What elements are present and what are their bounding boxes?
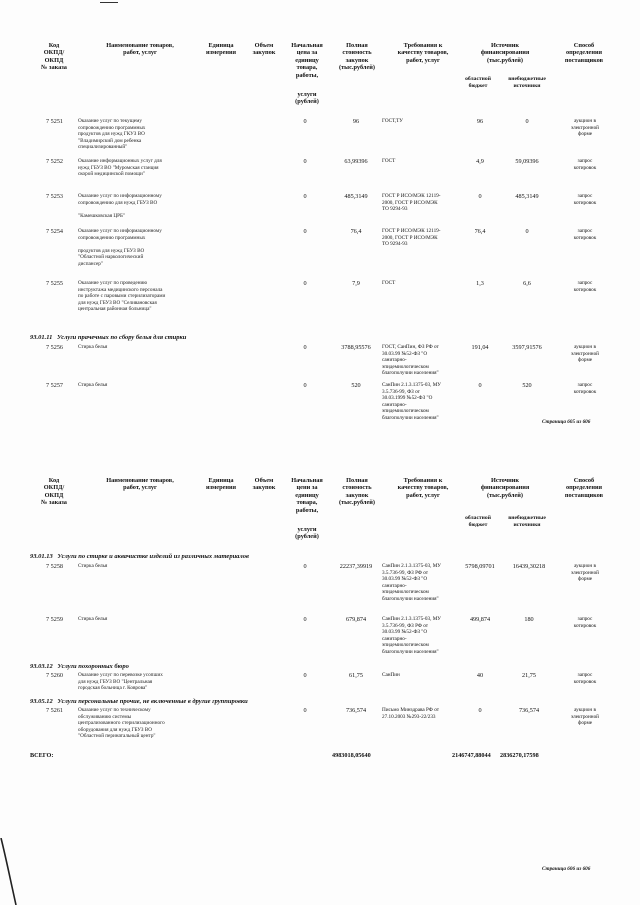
row-offbudget: 520 xyxy=(522,382,532,389)
row-req-l1: ГОСТ xyxy=(382,158,396,164)
row-req-l1: СанПин 2.1.3.1375-03, МУ xyxy=(382,563,441,569)
row-name-l3: городская больница г. Коврова" xyxy=(78,685,148,692)
row-req-l2: 3.5.736-99, ФЗ от xyxy=(382,388,420,395)
row-name-l1: Оказание услуг по проведению xyxy=(78,280,148,286)
row-method-l2: электронной xyxy=(571,713,599,720)
row-method-l3: форме xyxy=(577,131,593,138)
row-method-l2: котировок xyxy=(573,286,597,293)
row-offbudget: 0 xyxy=(525,118,529,125)
header-unit-l2: измерения xyxy=(205,49,237,57)
header-price-l2: цени за xyxy=(296,484,318,492)
row-volume: 0 xyxy=(303,672,307,679)
row-code: 7 5254 xyxy=(46,228,64,235)
row-req-l2: 3.5.736-99, ФЗ РФ от xyxy=(382,569,429,576)
header-price-l4: товара, xyxy=(296,499,318,507)
row-volume: 0 xyxy=(303,280,307,287)
header-code-l2: ОКПД/ xyxy=(43,484,65,492)
row-name xyxy=(78,563,248,570)
row-method xyxy=(556,280,614,293)
header-src-regional xyxy=(456,76,500,90)
row-name-l4: продуктов для нужд ГБУЗ ВО xyxy=(78,247,145,254)
row-req-l6: благополучии населения" xyxy=(382,414,439,421)
header-cost-l1: Полная xyxy=(346,477,368,484)
header-src xyxy=(456,477,554,499)
header-code-l4: № заказа xyxy=(41,64,67,72)
header-price-l6: услуги xyxy=(297,526,317,534)
row-req-l2: 2000, ГОСТ Р ИСО/МЭК xyxy=(382,234,438,241)
header-cost-l4: (тыс.рублей) xyxy=(338,64,375,72)
row-regional: 40 xyxy=(476,672,484,679)
row-method xyxy=(556,616,614,629)
header-code xyxy=(28,42,80,72)
header-name xyxy=(88,42,192,57)
row-method xyxy=(556,672,614,685)
row-req-l1: ГОСТ Р ИСО/МЭК 12119- xyxy=(382,228,441,234)
row-name-l2: сопровождению программных xyxy=(78,124,146,131)
header-req xyxy=(386,477,460,499)
row-name-l4: "Камешковская ЦРБ" xyxy=(78,212,126,219)
row-offbudget: 3597,91576 xyxy=(512,344,542,351)
row-method-l2: электронной xyxy=(571,124,599,131)
row-req-l2: 3.5.736-99, ФЗ РФ от xyxy=(382,622,429,629)
row-name-l5: "Областной наркологический xyxy=(78,254,144,261)
row-req xyxy=(382,118,462,125)
header-cost-l4: (тыс.рублей) xyxy=(338,499,375,507)
section-header xyxy=(30,663,129,670)
section-header xyxy=(30,698,248,705)
header-code-l3: ОКПД xyxy=(44,491,64,499)
section-code: 93.01.11 xyxy=(30,334,53,341)
header-method xyxy=(554,42,614,64)
row-name xyxy=(78,382,248,389)
row-req-l4: санитарно- xyxy=(382,401,407,408)
row-req-l3: 30.03.99 №52-ФЗ "О xyxy=(382,576,428,583)
row-method-l1: запрос xyxy=(577,280,593,286)
header-price xyxy=(284,42,330,106)
row-name xyxy=(78,228,248,268)
row-method xyxy=(556,228,614,241)
row-method-l2: электронной xyxy=(571,350,599,357)
row-name-l1: Стирка белья xyxy=(78,344,108,350)
row-name-l4: "Владимирский дом ребенка xyxy=(78,137,142,144)
row-regional: 191,04 xyxy=(471,344,489,351)
row-code: 7 5255 xyxy=(46,280,64,287)
row-cost: 63,99396 xyxy=(344,158,368,165)
row-method-l3: форме xyxy=(577,576,593,583)
row-req-l4: эпидемиологическом xyxy=(382,363,429,370)
row-name-l3: централизованного стерилизационного xyxy=(78,720,165,727)
header-method xyxy=(554,477,614,499)
row-code: 7 5257 xyxy=(46,382,64,389)
row-name-l1: Оказание информационных услуг для xyxy=(78,158,162,164)
row-method-l1: аукцион в xyxy=(574,118,596,124)
row-method-l2: котировок xyxy=(573,234,597,241)
header-code-l1: Код xyxy=(48,42,60,49)
row-offbudget: 485,3149 xyxy=(515,193,539,200)
row-regional: 0 xyxy=(478,382,482,389)
header-req-l2: качеству товаров, xyxy=(397,49,449,57)
row-cost: 22237,39919 xyxy=(339,563,373,570)
row-name-l2: сопровождению программных xyxy=(78,234,146,241)
header-price-l5: работы, xyxy=(295,506,319,514)
total-cost: 4983018,05640 xyxy=(332,752,371,759)
page-footer: Страница 606 из 606 xyxy=(542,866,591,872)
section-code: 93.01.13 xyxy=(30,553,53,560)
row-req xyxy=(382,616,462,656)
row-req-l1: ГОСТ,ТУ xyxy=(382,118,403,124)
row-req xyxy=(382,707,462,720)
header-src-regional-l1: областной xyxy=(465,76,491,82)
row-method-l3: форме xyxy=(577,357,593,364)
header-price-l3: единицу xyxy=(295,56,319,64)
header-volume-l2: закупок xyxy=(252,49,276,57)
header-src xyxy=(456,42,554,64)
row-method-l1: запрос xyxy=(577,672,593,678)
header-unit-l2: измерения xyxy=(205,484,237,492)
header-method-l1: Способ xyxy=(573,42,595,49)
row-req-l1: Письмо Минздрава РФ от xyxy=(382,707,439,713)
row-req-l2: 30.03.99 №52-ФЗ "О xyxy=(382,350,428,357)
header-name-l1: Наименование товаров, xyxy=(106,42,174,49)
section-code: 93.05.12 xyxy=(30,698,53,705)
row-req-l3: санитарно- xyxy=(382,357,407,364)
header-price-l1: Начальная xyxy=(291,42,323,49)
row-req-l5: благополучии населения" xyxy=(382,370,439,377)
header-price-l4: товара, xyxy=(296,64,318,72)
section-header xyxy=(30,553,249,560)
row-method xyxy=(556,344,614,364)
row-name xyxy=(78,158,248,178)
row-req xyxy=(382,563,462,603)
row-offbudget: 736,574 xyxy=(518,707,540,714)
row-volume: 0 xyxy=(303,344,307,351)
row-method-l2: котировок xyxy=(573,199,597,206)
header-req-l1: Требования к xyxy=(403,477,443,484)
row-cost: 520 xyxy=(351,382,361,389)
header-volume xyxy=(244,42,284,57)
row-req-l1: ГОСТ Р ИСО/МЭК 12119- xyxy=(382,193,441,199)
row-method xyxy=(556,707,614,727)
row-name-l2: сопровождению для нужд ГБУЗ ВО xyxy=(78,199,158,206)
header-src-offbudget-l1: внебюджетные xyxy=(508,515,546,521)
row-volume: 0 xyxy=(303,158,307,165)
header-cost xyxy=(330,42,384,72)
row-method-l3: форме xyxy=(577,720,593,727)
header-name-l2: работ, услуг xyxy=(123,484,157,492)
row-method-l1: аукцион в xyxy=(574,563,596,569)
row-req-l3: ТО 9294-93 xyxy=(382,206,408,213)
row-req-l1: ГОСТ, СанПин, ФЗ РФ от xyxy=(382,344,439,350)
header-price-l1: Начальная xyxy=(291,477,323,484)
header-price xyxy=(284,477,330,541)
row-volume: 0 xyxy=(303,228,307,235)
row-name-l1: Оказание услуг по техническому xyxy=(78,707,151,713)
row-method xyxy=(556,193,614,206)
header-unit xyxy=(198,42,244,57)
row-method xyxy=(556,118,614,138)
row-name xyxy=(78,616,248,623)
header-method-l2: определения xyxy=(566,484,602,492)
row-regional: 0 xyxy=(478,707,482,714)
header-code-l2: ОКПД/ xyxy=(43,49,65,57)
row-req-l1: СанПин 2.1.3.1375-03, МУ xyxy=(382,382,441,388)
row-code: 7 5258 xyxy=(46,563,64,570)
header-volume xyxy=(244,477,284,492)
row-req-l3: ТО 9294-93 xyxy=(382,241,408,248)
row-name xyxy=(78,280,248,313)
header-src-regional xyxy=(456,515,500,529)
section-code: 93.03.12 xyxy=(30,663,53,670)
header-method-l3: поставщиков xyxy=(564,491,604,499)
header-unit xyxy=(198,477,244,492)
row-name-l1: Оказание услуг по информационному xyxy=(78,193,162,199)
row-name-l6: диспансер" xyxy=(78,260,103,267)
row-cost: 96 xyxy=(352,118,360,125)
header-price-l2: цена за xyxy=(296,49,318,57)
row-req-l6: благополучии населения" xyxy=(382,648,439,655)
row-name-l2: инструктажа медицинского персонала xyxy=(78,286,163,293)
scan-artifact xyxy=(0,838,20,905)
row-cost: 3788,95576 xyxy=(341,344,371,351)
header-method-l3: поставщиков xyxy=(564,56,604,64)
header-price-l5: работы, xyxy=(295,71,319,79)
header-method-l2: определения xyxy=(566,49,602,57)
row-method-l1: запрос xyxy=(577,616,593,622)
row-req xyxy=(382,193,462,213)
row-method-l2: электронной xyxy=(571,569,599,576)
header-src-offbudget xyxy=(498,76,556,90)
row-method xyxy=(556,563,614,583)
page-footer: Страница 605 из 606 xyxy=(542,419,591,425)
section-title: Услуги по стирке и аквачистке изделий из различных материалов xyxy=(57,553,249,560)
header-name-l1: Наименование товаров, xyxy=(106,477,174,484)
header-code xyxy=(28,477,80,507)
header-price-l7: (рублей) xyxy=(295,533,319,541)
header-src-l2: финансирования xyxy=(480,49,530,57)
row-cost: 61,75 xyxy=(349,672,363,679)
header-cost-l3: закупок xyxy=(345,56,369,64)
row-offbudget: 21,75 xyxy=(522,672,536,679)
header-unit-l1: Единица xyxy=(208,42,234,49)
header-src-regional-l2: бюджет xyxy=(468,83,488,89)
row-name-l1: Стирка белья xyxy=(78,382,108,388)
row-name-l5: специализированный" xyxy=(78,144,128,151)
header-code-l1: Код xyxy=(48,477,60,484)
row-req-l4: санитарно- xyxy=(382,582,407,589)
header-src-offbudget xyxy=(498,515,556,529)
header-src-regional-l1: областной xyxy=(465,515,491,521)
row-req xyxy=(382,228,462,248)
row-volume: 0 xyxy=(303,118,307,125)
row-method xyxy=(556,158,614,171)
header-src-offbudget-l1: внебюджетные xyxy=(508,76,546,82)
row-req-l2: 2000, ГОСТ Р ИСО/МЭК xyxy=(382,199,438,206)
row-regional: 1,3 xyxy=(476,280,484,287)
row-regional: 5798,09701 xyxy=(465,563,495,570)
row-name-l1: Стирка белья xyxy=(78,563,108,569)
row-method-l1: запрос xyxy=(577,158,593,164)
row-name-l1: Оказание услуг по текущему xyxy=(78,118,142,124)
header-src-l1: Источник xyxy=(490,42,520,49)
row-req-l5: эпидемиологическом xyxy=(382,589,429,596)
row-volume: 0 xyxy=(303,382,307,389)
row-name-l3: скорой медицинской помощи" xyxy=(78,171,145,178)
row-req-l2: 27.10.2003 №293-22/233 xyxy=(382,713,436,720)
row-method xyxy=(556,382,614,395)
row-name-l2: обслуживанию системы xyxy=(78,713,132,720)
row-code: 7 5260 xyxy=(46,672,64,679)
row-volume: 0 xyxy=(303,707,307,714)
row-cost: 679,874 xyxy=(345,616,367,623)
row-code: 7 5259 xyxy=(46,616,64,623)
header-code-l3: ОКПД xyxy=(44,56,64,64)
header-src-offbudget-l2: источники xyxy=(513,522,541,528)
row-regional: 76,4 xyxy=(474,228,486,235)
row-req-l3: 30.03.1999 №52-ФЗ "О xyxy=(382,395,433,402)
header-cost-l3: закупок xyxy=(345,491,369,499)
row-regional: 0 xyxy=(478,193,482,200)
row-regional: 96 xyxy=(476,118,484,125)
row-method-l1: запрос xyxy=(577,193,593,199)
header-req-l3: работ, услуг xyxy=(406,491,440,499)
row-offbudget: 59,09396 xyxy=(515,158,539,165)
header-src-l3: (тыс.рублей) xyxy=(486,56,523,64)
header-src-regional-l2: бюджет xyxy=(468,522,488,528)
section-header xyxy=(30,334,186,341)
row-name-l5: "Областной перинатальный центр" xyxy=(78,733,156,740)
row-offbudget: 0 xyxy=(525,228,529,235)
scan-mark xyxy=(100,2,118,3)
row-name-l3: продуктов для нужд ГКУЗ ВО xyxy=(78,131,145,138)
row-method-l2: котировок xyxy=(573,388,597,395)
row-name xyxy=(78,707,248,740)
header-req-l1: Требования к xyxy=(403,42,443,49)
row-method-l2: котировок xyxy=(573,164,597,171)
header-volume-l1: Объем xyxy=(254,477,274,484)
header-cost-l2: стоимость xyxy=(342,484,372,492)
header-cost-l2: стоимость xyxy=(342,49,372,57)
row-req xyxy=(382,382,462,422)
header-src-l3: (тыс.рублей) xyxy=(486,491,523,499)
row-offbudget: 6,6 xyxy=(523,280,531,287)
row-name-l4: оборудования для нужд ГБУЗ ВО xyxy=(78,726,153,733)
header-cost-l1: Полная xyxy=(346,42,368,49)
row-req-l3: 30.03.99 №52-ФЗ "О xyxy=(382,629,428,636)
total-label: ВСЕГО: xyxy=(30,752,54,759)
header-src-l2: финансирования xyxy=(480,484,530,492)
row-method-l1: запрос xyxy=(577,228,593,234)
row-volume: 0 xyxy=(303,563,307,570)
row-cost: 736,574 xyxy=(345,707,367,714)
total-regional: 2146747,88044 xyxy=(452,752,491,759)
header-src-offbudget-l2: источники xyxy=(513,83,541,89)
row-code: 7 5253 xyxy=(46,193,64,200)
row-volume: 0 xyxy=(303,193,307,200)
row-req xyxy=(382,158,462,165)
header-name-l2: работ, услуг xyxy=(123,49,157,57)
row-req-l5: эпидемиологическом xyxy=(382,642,429,649)
row-name-l1: Стирка белья xyxy=(78,616,108,622)
row-req xyxy=(382,280,462,287)
header-price-l7: (рублей) xyxy=(295,98,319,106)
row-req-l5: эпидемиологическом xyxy=(382,408,429,415)
row-name xyxy=(78,344,248,351)
row-cost: 7,9 xyxy=(352,280,360,287)
header-name xyxy=(88,477,192,492)
row-regional: 4,9 xyxy=(476,158,484,165)
row-name-l1: Оказание услуг по перевозке усопших xyxy=(78,672,163,678)
row-name xyxy=(78,118,248,151)
row-req-l1: СанПин xyxy=(382,672,400,678)
header-req xyxy=(386,42,460,64)
row-name-l2: для нужд ГБУЗ ВО "Центральная xyxy=(78,678,153,685)
header-code-l4: № заказа xyxy=(41,499,67,507)
row-name xyxy=(78,672,248,692)
section-title: Услуги прачечных по сбору белья для стирки xyxy=(57,334,187,341)
row-method-l2: котировок xyxy=(573,678,597,685)
header-unit-l1: Единица xyxy=(208,477,234,484)
section-title: Услуги персональные прочие, не включенные в другие группировки xyxy=(57,698,248,705)
row-cost: 76,4 xyxy=(350,228,362,235)
row-req xyxy=(382,344,462,377)
row-name-l5: центральная районная больница" xyxy=(78,306,152,313)
header-price-l6: услуги xyxy=(297,91,317,99)
row-method-l1: запрос xyxy=(577,382,593,388)
total-offbudget: 2836270,17598 xyxy=(500,752,539,759)
header-req-l2: качеству товаров, xyxy=(397,484,449,492)
header-cost xyxy=(330,477,384,507)
row-req-l1: ГОСТ xyxy=(382,280,396,286)
header-req-l3: работ, услуг xyxy=(406,56,440,64)
row-req-l1: СанПин 2.1.3.1375-03, МУ xyxy=(382,616,441,622)
row-name-l3: по работе с паровыми стерилизаторами xyxy=(78,293,166,300)
row-code: 7 5251 xyxy=(46,118,64,125)
row-name-l4: для нужд ГБУЗ ВО "Селивановская xyxy=(78,299,157,306)
row-offbudget: 16439,30218 xyxy=(512,563,546,570)
row-code: 7 5252 xyxy=(46,158,64,165)
row-offbudget: 180 xyxy=(524,616,534,623)
row-volume: 0 xyxy=(303,616,307,623)
row-method-l2: котировок xyxy=(573,622,597,629)
header-volume-l1: Объем xyxy=(254,42,274,49)
row-req-l6: благополучии населения" xyxy=(382,595,439,602)
row-name-l1: Оказание услуг по информационному xyxy=(78,228,162,234)
row-code: 7 5261 xyxy=(46,707,64,714)
row-req xyxy=(382,672,462,679)
row-name xyxy=(78,193,248,219)
row-cost: 485,3149 xyxy=(344,193,368,200)
section-title: Услуги похоронных бюро xyxy=(57,663,129,670)
header-src-l1: Источник xyxy=(490,477,520,484)
row-code: 7 5256 xyxy=(46,344,64,351)
row-req-l4: санитарно- xyxy=(382,635,407,642)
row-method-l1: аукцион в xyxy=(574,344,596,350)
row-method-l1: аукцион в xyxy=(574,707,596,713)
header-method-l1: Способ xyxy=(573,477,595,484)
row-regional: 499,874 xyxy=(469,616,491,623)
header-volume-l2: закупок xyxy=(252,484,276,492)
header-price-l3: единицу xyxy=(295,491,319,499)
row-name-l2: нужд ГБУЗ ВО "Муромская станция xyxy=(78,164,159,171)
